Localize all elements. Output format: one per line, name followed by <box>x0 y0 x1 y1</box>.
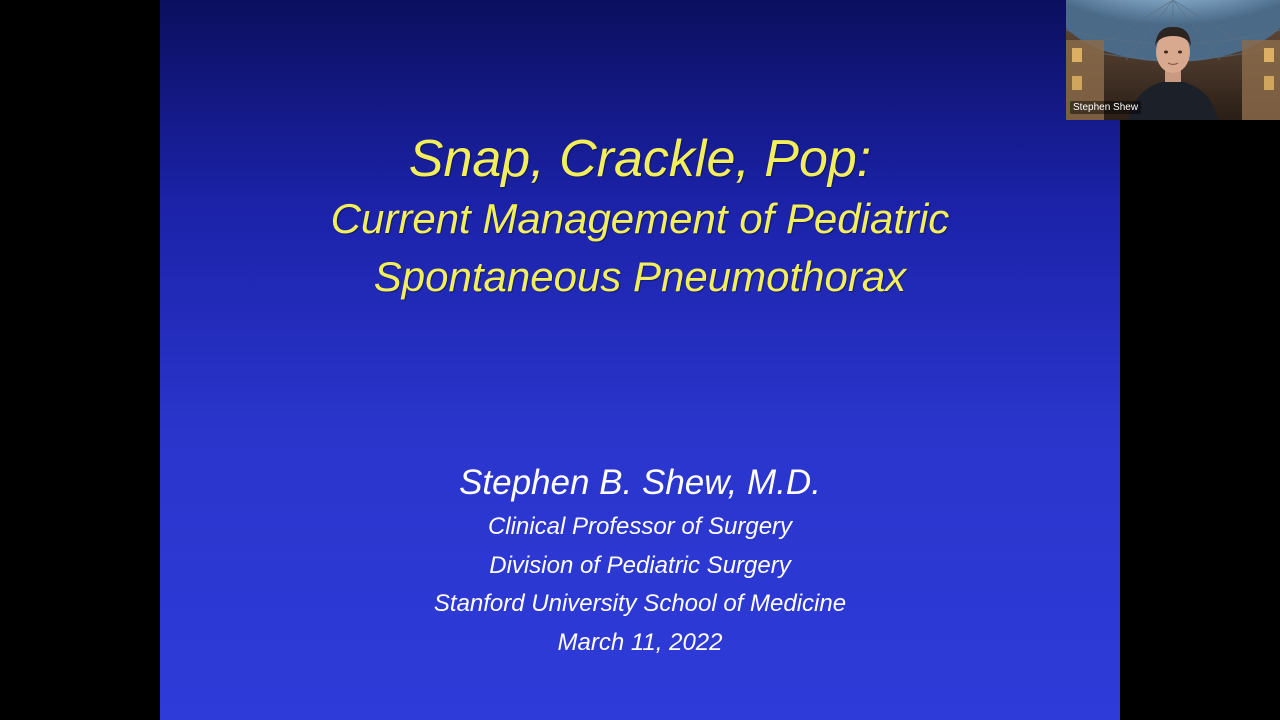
slide-title-line-3: Spontaneous Pneumothorax <box>373 253 907 300</box>
author-division: Division of Pediatric Surgery <box>489 551 791 579</box>
presentation-slide <box>160 0 1120 720</box>
slide-title-line-2: Current Management of Pediatric <box>330 195 950 242</box>
participant-name-label: Stephen Shew <box>1070 101 1141 114</box>
author-block <box>160 460 1120 662</box>
author-institution: Stanford University School of Medicine <box>433 590 847 617</box>
slide-title-line-1: Snap, Crackle, Pop: <box>408 130 872 188</box>
author-position: Clinical Professor of Surgery <box>487 513 793 540</box>
slide-title <box>160 128 1120 306</box>
participant-video-tile[interactable] <box>1066 0 1280 120</box>
right-letterbox <box>1120 120 1280 720</box>
author-name: Stephen B. Shew, M.D. <box>459 463 821 502</box>
presentation-date: March 11, 2022 <box>557 628 723 656</box>
